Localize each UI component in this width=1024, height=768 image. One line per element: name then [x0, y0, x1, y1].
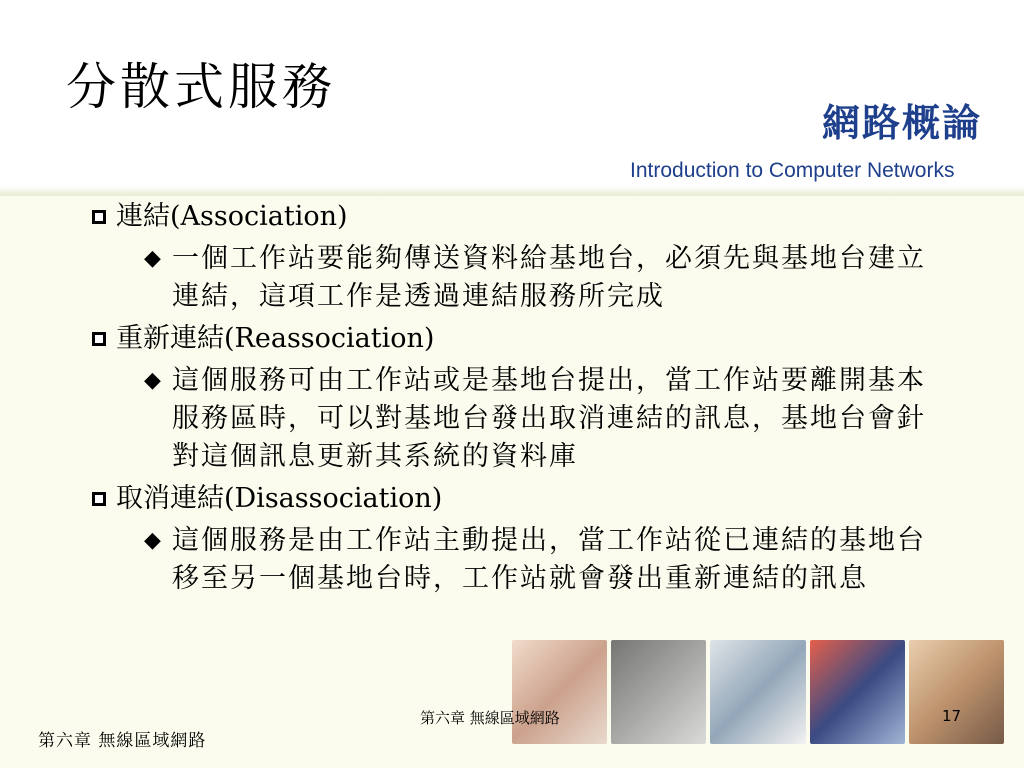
footer-chapter-left: 第六章 無線區域網路 — [38, 731, 207, 751]
diamond-bullet-icon: ◆ — [144, 246, 161, 271]
sub-bullet-text: 一個工作站要能夠傳送資料給基地台，必須先與基地台建立連結，這項工作是透過連結服務所完成 — [172, 243, 926, 312]
bullet-heading: 連結(Association) — [116, 201, 348, 232]
square-bullet-icon — [92, 492, 106, 506]
sub-bullet-association — [90, 240, 950, 316]
bullet-disassociation — [90, 480, 950, 518]
sub-bullet-text: 這個服務是由工作站主動提出，當工作站從已連結的基地台移至另一個基地台時，工作站就會發出重新連結的訊息 — [172, 525, 926, 594]
bullet-list — [90, 198, 950, 602]
bullet-heading: 取消連結(Disassociation) — [116, 483, 443, 514]
square-bullet-icon — [92, 210, 106, 224]
header-divider-band — [0, 186, 1024, 196]
photo-cable-connector-image — [810, 640, 905, 744]
photo-smiling-man-image — [909, 640, 1004, 744]
decorative-photo-strip — [512, 640, 1004, 744]
photo-laptop-image — [611, 640, 706, 744]
sub-bullet-text: 這個服務可由工作站或是基地台提出，當工作站要離開基本服務區時，可以對基地台發出取消連結的訊息，基地台會針對這個訊息更新其系統的資料庫 — [172, 365, 926, 472]
sub-bullet-reassociation — [90, 362, 950, 476]
photo-network-device-image — [710, 640, 805, 744]
bullet-heading: 重新連結(Reassociation) — [116, 323, 435, 354]
bullet-association — [90, 198, 950, 236]
footer-chapter-center: 第六章 無線區域網路 — [420, 709, 560, 727]
square-bullet-icon — [92, 332, 106, 346]
brand-logo-english: Introduction to Computer Networks — [630, 159, 955, 182]
photo-person-image — [512, 640, 607, 744]
brand-logo-chinese: 網路概論 — [822, 101, 983, 145]
slide-title: 分散式服務 — [66, 58, 336, 116]
diamond-bullet-icon: ◆ — [144, 528, 161, 553]
page-number: 17 — [942, 707, 962, 725]
bullet-reassociation — [90, 320, 950, 358]
sub-bullet-disassociation — [90, 522, 950, 598]
diamond-bullet-icon: ◆ — [144, 368, 161, 393]
